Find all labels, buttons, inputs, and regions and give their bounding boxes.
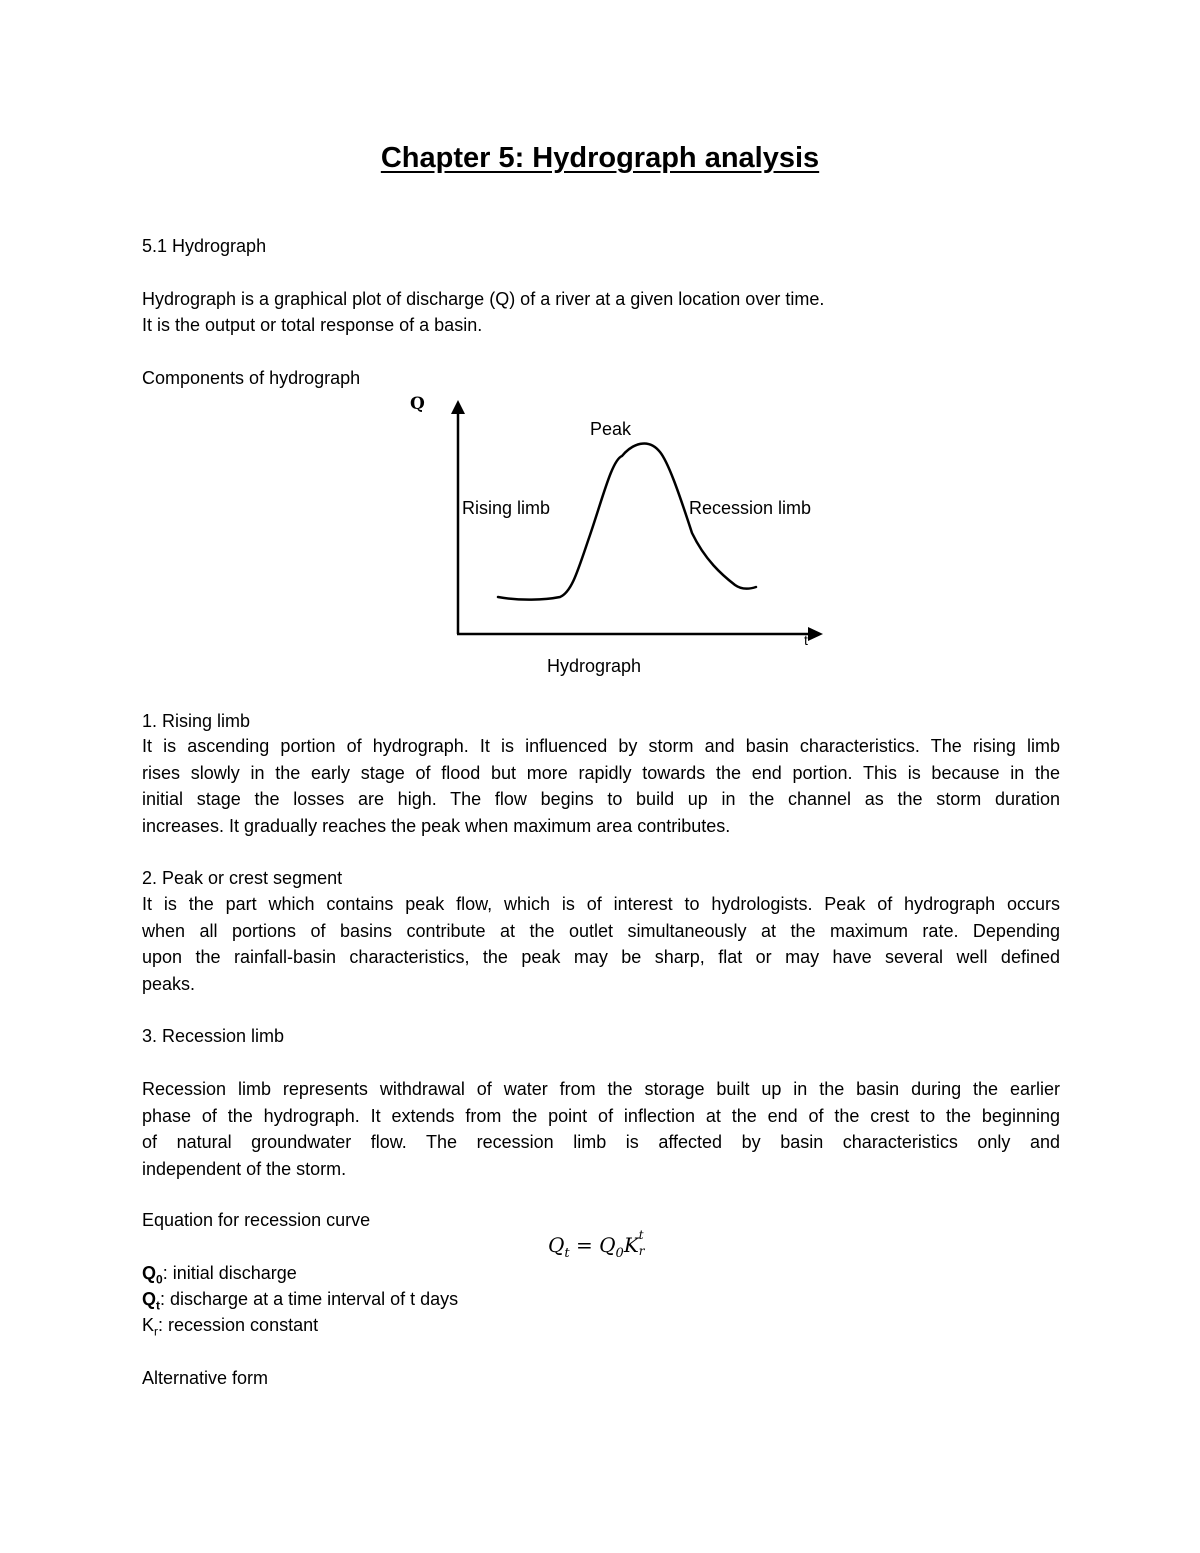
equation-label: Equation for recession curve: [142, 1210, 371, 1230]
item-2-line-3: upon the rainfall-basin characteristics, the peak may be sharp, flat or may have several well defined: [142, 947, 1060, 967]
recession-equation: [548, 1228, 651, 1261]
item-2-heading: 2. Peak or crest segment: [142, 868, 343, 888]
item-1-line-2: rises slowly in the early stage of flood but more rapidly towards the end portion. This is because in the: [142, 762, 1060, 783]
x-axis-label: t: [804, 632, 808, 648]
hydrograph-curve: [498, 443, 756, 599]
intro-line-2: It is the output or total response of a basin.: [142, 315, 483, 335]
item-3-line-3: of natural groundwater flow. The recession limb is affected by basin characteristics only and: [142, 1132, 1060, 1152]
def-q0-sub: 0: [156, 1272, 163, 1287]
eq-lhs-sub: t: [564, 1246, 570, 1261]
item-3-paragraph: [142, 1076, 1060, 1182]
def-qt-symbol: Q: [142, 1289, 157, 1309]
item-2-line-1: It is the part which contains peak flow, which is of interest to hydrologists. Peak of hydrograph occurs: [142, 894, 1060, 914]
components-label: Components of hydrograph: [142, 368, 361, 388]
diagram-caption: Hydrograph: [547, 656, 642, 676]
page-title: Chapter 5: Hydrograph analysis: [380, 142, 820, 174]
item-2-line-4: peaks.: [142, 973, 196, 994]
recession-limb-label: Recession limb: [689, 498, 812, 518]
hydrograph-diagram: [0, 0, 1200, 700]
def-kr-symbol: K: [142, 1315, 155, 1335]
def-q0-symbol: Q: [142, 1263, 157, 1283]
item-1-heading: 1. Rising limb: [142, 711, 251, 731]
alternative-form-label: Alternative form: [142, 1368, 269, 1388]
item-3-line-4: independent of the storm.: [142, 1158, 347, 1179]
def-qt-sub: t: [156, 1298, 161, 1313]
eq-equals: =: [569, 1233, 600, 1257]
peak-label: Peak: [590, 419, 632, 439]
item-1-paragraph: [142, 733, 1060, 839]
def-qt-text: : discharge at a time interval of t days: [160, 1289, 459, 1309]
def-kr-sub: r: [154, 1324, 159, 1339]
x-axis-arrow: [808, 627, 823, 641]
item-2-line-2: when all portions of basins contribute at the outlet simultaneously at the maximum rate. Depending: [142, 920, 1060, 941]
item-1-line-1: It is ascending portion of hydrograph. It is influenced by storm and basin characteristics. The rising limb: [142, 736, 1060, 756]
eq-lhs-symbol: Q: [548, 1233, 565, 1257]
intro-line-1: Hydrograph is a graphical plot of discharge (Q) of a river at a given location over time.: [142, 289, 825, 309]
definition-kr: [142, 1313, 318, 1344]
eq-k-symbol: K: [623, 1233, 639, 1257]
item-3-heading: 3. Recession limb: [142, 1026, 285, 1046]
item-2-paragraph: [142, 891, 1060, 997]
rising-limb-label: Rising limb: [462, 498, 551, 518]
section-heading: 5.1 Hydrograph: [142, 236, 267, 256]
item-1-line-4: increases. It gradually reaches the peak when maximum area contributes.: [142, 815, 731, 836]
def-q0-text: : initial discharge: [162, 1263, 297, 1283]
y-axis-arrow: [451, 400, 465, 414]
item-3-line-1: Recession limb represents withdrawal of water from the storage built up in the basin during the earlier: [142, 1079, 1060, 1099]
item-1-line-3: initial stage the losses are high. The flow begins to build up in the channel as the storm duration: [142, 789, 1060, 809]
eq-k-sup: t: [638, 1228, 644, 1242]
eq-q0-sub: 0: [615, 1246, 624, 1261]
y-axis-label: Q: [410, 394, 425, 414]
item-3-line-2: phase of the hydrograph. It extends from the point of inflection at the end of the crest to the beginning: [142, 1105, 1060, 1126]
eq-q0-symbol: Q: [599, 1233, 616, 1257]
def-kr-text: : recession constant: [158, 1315, 319, 1335]
eq-k-sub: r: [638, 1244, 645, 1258]
